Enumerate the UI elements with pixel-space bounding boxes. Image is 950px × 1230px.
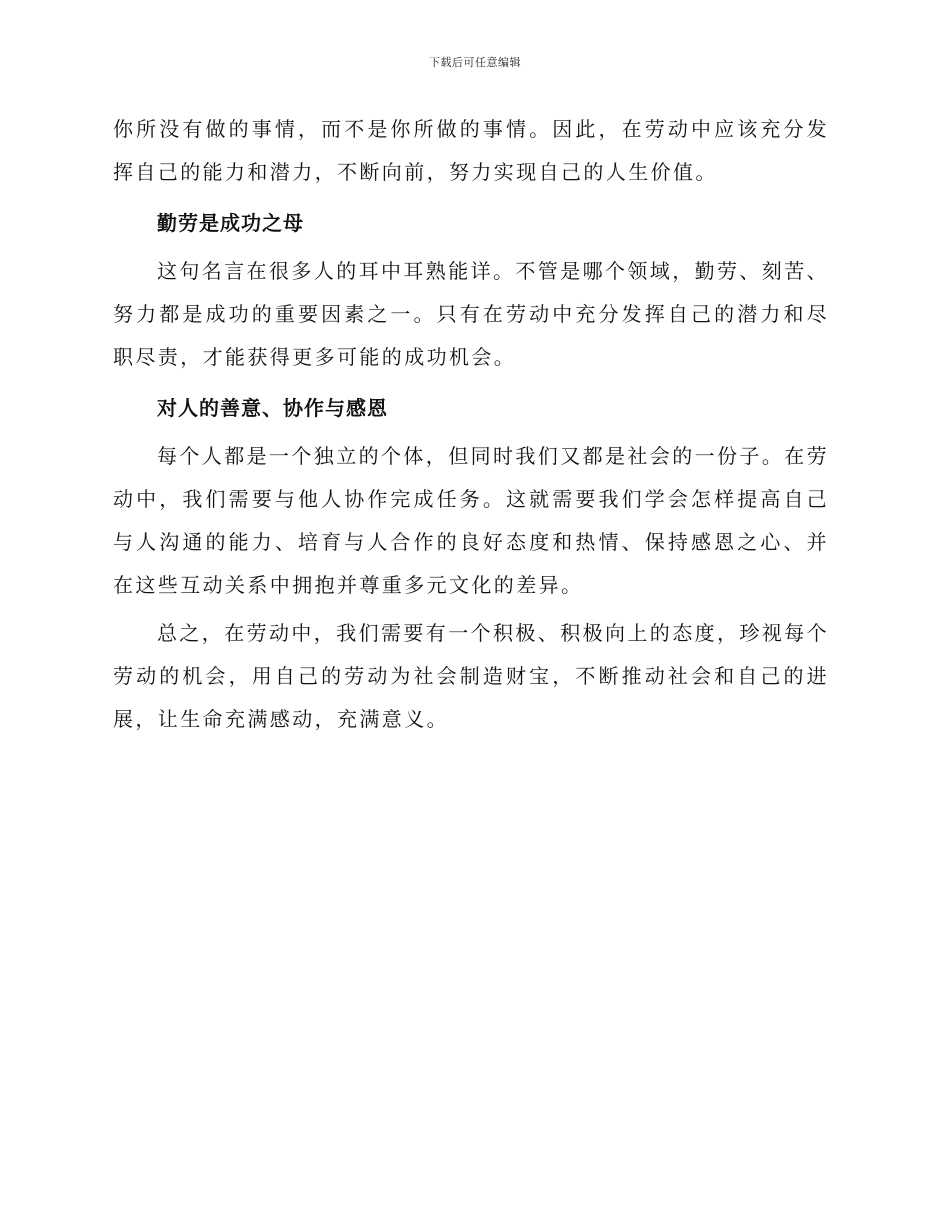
paragraph-continuation: 你所没有做的事情，而不是你所做的事情。因此，在劳动中应该充分发挥自己的能力和潜力，不断向前，努力实现自己的人生价值。 bbox=[113, 117, 829, 184]
section-heading-cooperation: 对人的善意、协作与感恩 bbox=[157, 396, 388, 420]
paragraph-diligence: 这句名言在很多人的耳中耳熟能详。不管是哪个领域，勤劳、刻苦、努力都是成功的重要因素之一。只有在劳动中充分发挥自己的潜力和尽职尽责，才能获得更多可能的成功机会。 bbox=[113, 259, 829, 369]
paragraph-conclusion: 总之，在劳动中，我们需要有一个积极、积极向上的态度，珍视每个劳动的机会，用自己的劳动为社会制造财宝，不断推动社会和自己的进展，让生命充满感动，充满意义。 bbox=[113, 621, 829, 731]
header-note: 下载后可任意编辑 bbox=[429, 56, 521, 69]
section-heading-diligence: 勤劳是成功之母 bbox=[157, 211, 304, 235]
paragraph-cooperation: 每个人都是一个独立的个体，但同时我们又都是社会的一份子。在劳动中，我们需要与他人协作完成任务。这就需要我们学会怎样提高自己与人沟通的能力、培育与人合作的良好态度和热情、保持感恩之心、并在这些互动关系中拥抱并尊重多元文化的差异。 bbox=[113, 444, 829, 597]
document-body bbox=[113, 108, 829, 741]
